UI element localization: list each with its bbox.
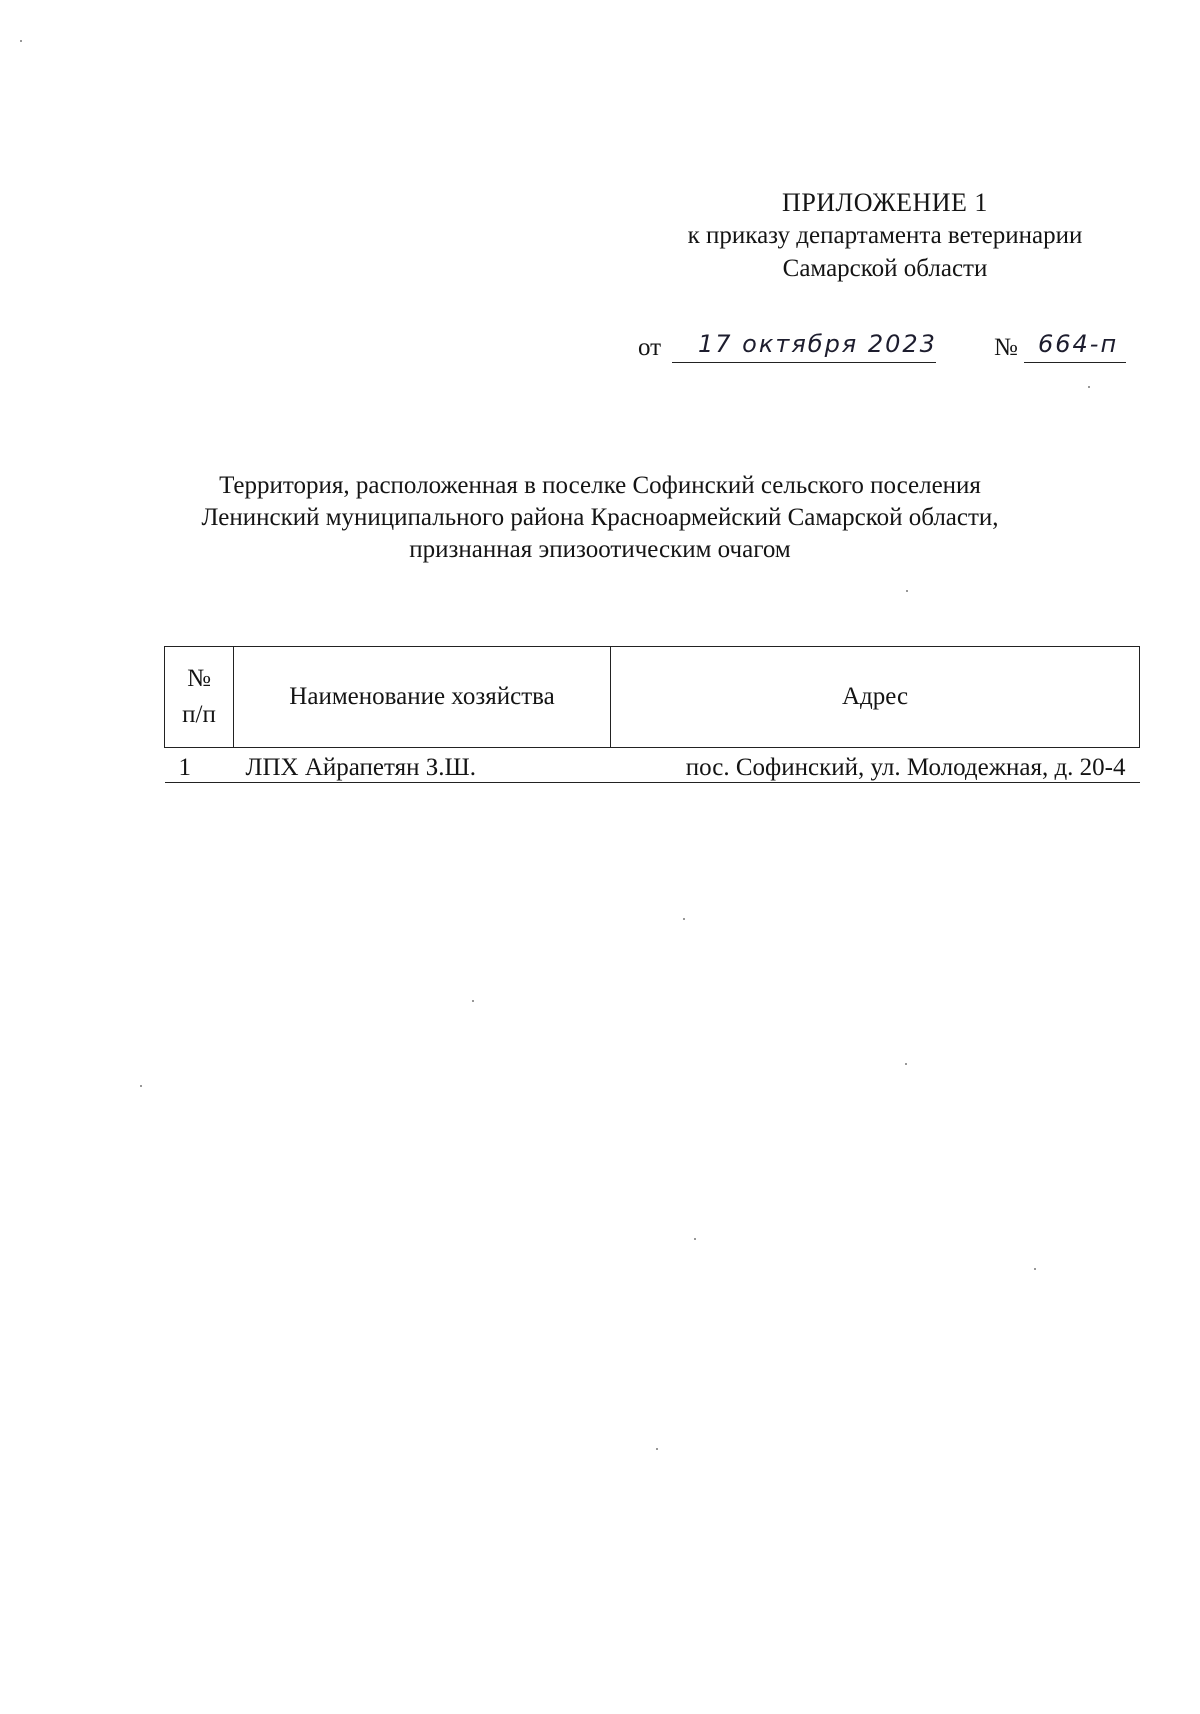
appendix-line-1: к приказу департамента ветеринарии	[687, 222, 1083, 249]
order-date-handwritten: 17 октября 2023	[698, 330, 937, 358]
scan-speck	[683, 918, 685, 920]
heading-line-3: признанная эпизоотическим очагом	[409, 536, 791, 563]
order-number-handwritten: 664-п	[1038, 330, 1119, 358]
appendix-line-2: Самарской области	[782, 255, 988, 282]
document-heading	[150, 470, 1050, 566]
farms-table	[164, 646, 1140, 783]
header-address: Адрес	[611, 647, 1140, 748]
table-header-row	[165, 647, 1140, 748]
row-number: 1	[165, 748, 234, 783]
date-underline	[672, 362, 936, 363]
table-row	[165, 748, 1140, 783]
number-underline	[1024, 362, 1126, 363]
order-reference	[638, 328, 1138, 368]
header-number	[165, 647, 234, 748]
scan-speck	[1034, 1268, 1036, 1270]
appendix-header	[640, 186, 1130, 285]
scan-speck	[20, 40, 22, 42]
order-number-label: №	[994, 334, 1018, 361]
heading-line-1: Территория, расположенная в поселке Софинский сельского поселения	[219, 472, 981, 499]
heading-line-2: Ленинский муниципального района Красноармейский Самарской области,	[201, 504, 999, 531]
header-number-symbol: №	[187, 665, 211, 692]
row-farm-name: ЛПХ Айрапетян З.Ш.	[234, 748, 611, 783]
header-farm-name: Наименование хозяйства	[234, 647, 611, 748]
scan-speck	[656, 1448, 658, 1450]
scan-speck	[1088, 386, 1090, 388]
scan-speck	[694, 1238, 696, 1240]
scan-speck	[905, 1063, 907, 1065]
row-address: пос. Софинский, ул. Молодежная, д. 20-4	[611, 748, 1140, 783]
order-from-label: от	[638, 334, 662, 361]
header-number-pp: п/п	[182, 701, 216, 728]
scan-speck	[906, 590, 908, 592]
scan-speck	[472, 1000, 474, 1002]
appendix-title: ПРИЛОЖЕНИЕ 1	[782, 188, 988, 217]
scan-speck	[140, 1085, 142, 1087]
